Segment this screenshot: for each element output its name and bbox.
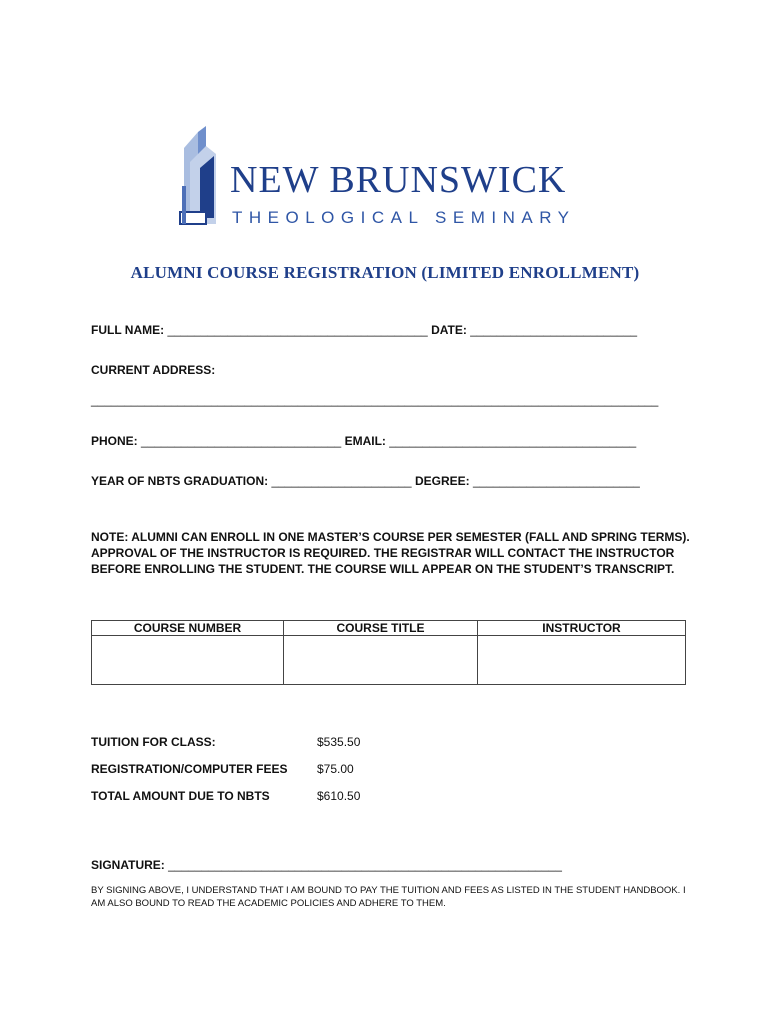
date-label: DATE:: [431, 323, 467, 337]
instructor-cell[interactable]: [478, 636, 686, 685]
seminary-logo: [176, 126, 596, 236]
full-name-label: FULL NAME:: [91, 323, 165, 337]
graduation-field[interactable]: _____________________: [271, 474, 412, 488]
full-name-row: [91, 323, 637, 337]
tuition-value: $535.50: [317, 735, 361, 749]
phone-email-row: [91, 434, 636, 448]
total-due-value: $610.50: [317, 789, 361, 803]
address-field[interactable]: _____________________________________________________________________________________: [91, 393, 659, 407]
tuition-label: TUITION FOR CLASS:: [91, 735, 216, 749]
graduation-degree-row: [91, 474, 640, 488]
header-course-title: COURSE TITLE: [284, 621, 478, 636]
registration-fees-label: REGISTRATION/COMPUTER FEES: [91, 762, 288, 776]
table-row: [92, 636, 686, 685]
course-number-cell[interactable]: [92, 636, 284, 685]
header-instructor: INSTRUCTOR: [478, 621, 686, 636]
full-name-field[interactable]: _______________________________________: [167, 323, 428, 337]
logo-name: NEW BRUNSWICK: [230, 159, 567, 201]
table-header-row: [92, 621, 686, 636]
degree-field[interactable]: _________________________: [472, 474, 640, 488]
email-label: EMAIL:: [344, 434, 386, 448]
email-field[interactable]: _____________________________________: [389, 434, 637, 448]
enrollment-note: NOTE: ALUMNI CAN ENROLL IN ONE MASTER’S COURSE PER SEMESTER (FALL AND SPRING TERMS). APPROVAL OF THE INSTRUCTOR IS REQUIRED. THE REGISTRAR WILL CONTACT THE INSTRUCTOR BEFORE ENROLLING THE STUDENT. THE COURSE WILL APPEAR ON THE STUDENT’S TRANSCRIPT.: [91, 530, 690, 576]
phone-label: PHONE:: [91, 434, 138, 448]
signature-label: SIGNATURE:: [91, 858, 165, 872]
total-due-label: TOTAL AMOUNT DUE TO NBTS: [91, 789, 270, 803]
course-table: [91, 620, 686, 685]
date-field[interactable]: _________________________: [470, 323, 638, 337]
disclaimer-text: BY SIGNING ABOVE, I UNDERSTAND THAT I AM BOUND TO PAY THE TUITION AND FEES AS LISTED IN THE STUDENT HANDBOOK. I AM ALSO BOUND TO READ THE ACADEMIC POLICIES AND ADHERE TO THEM.: [91, 885, 686, 909]
registration-fees-value: $75.00: [317, 762, 354, 776]
building-icon: [176, 126, 226, 226]
degree-label: DEGREE:: [414, 474, 470, 488]
signature-field[interactable]: ___________________________________________________________: [168, 858, 562, 872]
header-course-number: COURSE NUMBER: [92, 621, 284, 636]
form-title: ALUMNI COURSE REGISTRATION (LIMITED ENROLLMENT): [130, 263, 640, 282]
graduation-label: YEAR OF NBTS GRADUATION:: [91, 474, 269, 488]
signature-row: [91, 858, 562, 872]
course-title-cell[interactable]: [284, 636, 478, 685]
phone-field[interactable]: ______________________________: [141, 434, 342, 448]
address-label: CURRENT ADDRESS:: [91, 363, 216, 377]
logo-subtitle: THEOLOGICAL SEMINARY: [232, 208, 576, 227]
